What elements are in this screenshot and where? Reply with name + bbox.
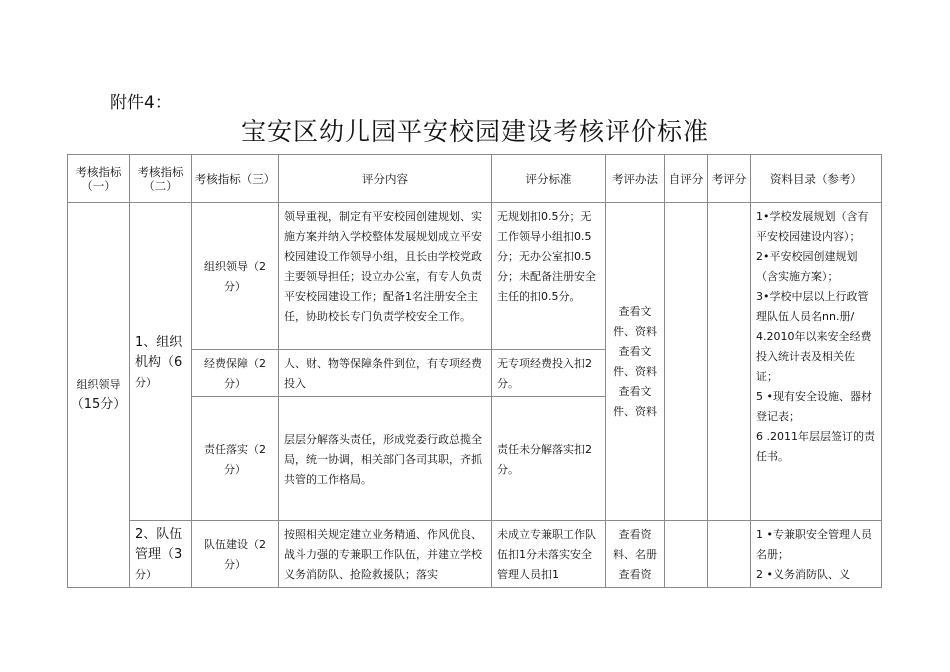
header-standard: 评分标准 [492,155,606,203]
method-cell [606,521,665,588]
level1-score: （15分） [70,397,127,412]
self-score-cell [665,203,708,521]
method-line: 查看文 [618,304,652,318]
method-line: 件、资料 [613,324,657,338]
standard-cell: 无规划扣0.5分；无工作领导小组扣0.5分；无办公室扣0.5分；未配备注册安全主任的扣0.5分。 [492,203,606,350]
header-row [68,155,882,203]
header-self-score: 自评分 [665,155,708,203]
level2-label: 2、队伍管理（3 [135,527,183,562]
level3-cell: 组织领导（2分） [192,203,279,350]
standard-cell: 未成立专兼职工作队伍扣1分未落实安全管理人员扣1 [492,521,606,588]
method-line: 件、资料 [613,404,657,418]
eval-score-cell [708,521,751,588]
method-line: 料、名册 [613,548,657,561]
level1-label: 组织领导 [76,378,121,391]
level3-cell: 责任落实（2分） [192,397,279,521]
standard-cell: 无专项经费投入扣2分。 [492,350,606,397]
materials-item: 3•学校中层以上行政管理队伍人员名nn.册/ [756,290,869,323]
level2-label: 1、组织机构（6 [135,334,183,370]
level2-score: 分） [135,568,157,581]
content-cell: 人、财、物等保障条件到位，有专项经费投入 [279,350,492,397]
eval-score-cell [708,203,751,521]
content-cell: 按照相关规定建立业务精通、作风优良、战斗力强的专兼职工作队伍，并建立学校义务消防队、抢险救援队；落实 [279,521,492,588]
content-cell: 领导重视，制定有平安校园创建规划、实施方案并纳入学校整体发展规划成立平安校园建设工作领导小组，且长由学校党政主要领导担任；设立办公室，有专人负责平安校园建设工作；配备1名注册安全主任，协助校长专门负责学校安全工作。 [279,203,492,350]
method-line: 查看资 [618,568,652,581]
level1-cell [68,203,130,588]
attachment-label: 附件4： [110,93,172,113]
standard-cell: 责任未分解落实扣2分。 [492,397,606,521]
table-row [68,521,882,588]
content-cell: 层层分解落头责任，形成党委行政总揽全局，统一协调，相关部门各司其职，齐抓共管的工作格局。 [279,397,492,521]
method-line: 查看文 [618,344,652,358]
table-row [68,203,882,350]
materials-item: 2 •义务消防队、义 [756,568,850,581]
level2-score: 分） [135,375,157,389]
method-line: 件、资料 [613,364,657,378]
level2-cell [130,203,192,521]
method-cell [606,203,665,521]
header-method: 考评办法 [606,155,665,203]
method-line: 查看资 [618,528,652,541]
level3-cell: 队伍建设（2分） [192,521,279,588]
level2-cell [130,521,192,588]
materials-item: 2•平安校园创建规划（含实施方案）； [756,250,858,283]
header-level2: 考核指标（二） [130,155,192,203]
materials-item: 5 •现有安全设施、器材登记表； [756,390,872,423]
materials-item: 1 •专兼职安全管理人员名册； [756,528,872,561]
level3-cell: 经费保障（2分） [192,350,279,397]
materials-item: 1•学校发展规划（含有平安校园建设内容）； [756,210,869,243]
materials-item: 6 .2011年层层签订的责任书。 [756,430,875,463]
method-line: 查看文 [618,384,652,398]
self-score-cell [665,521,708,588]
header-eval-score: 考评分 [708,155,751,203]
header-level1: 考核指标（一） [68,155,130,203]
materials-cell [751,521,882,588]
header-materials: 资料目录（参考） [751,155,882,203]
materials-item: 4.2010年以来安全经费投入统计表及相关佐证； [756,330,872,383]
materials-cell [751,203,882,521]
header-level3: 考核指标（三） [192,155,279,203]
document-title: 宝安区幼儿园平安校园建设考核评价标准 [240,117,709,146]
header-content: 评分内容 [279,155,492,203]
evaluation-table [67,154,882,588]
